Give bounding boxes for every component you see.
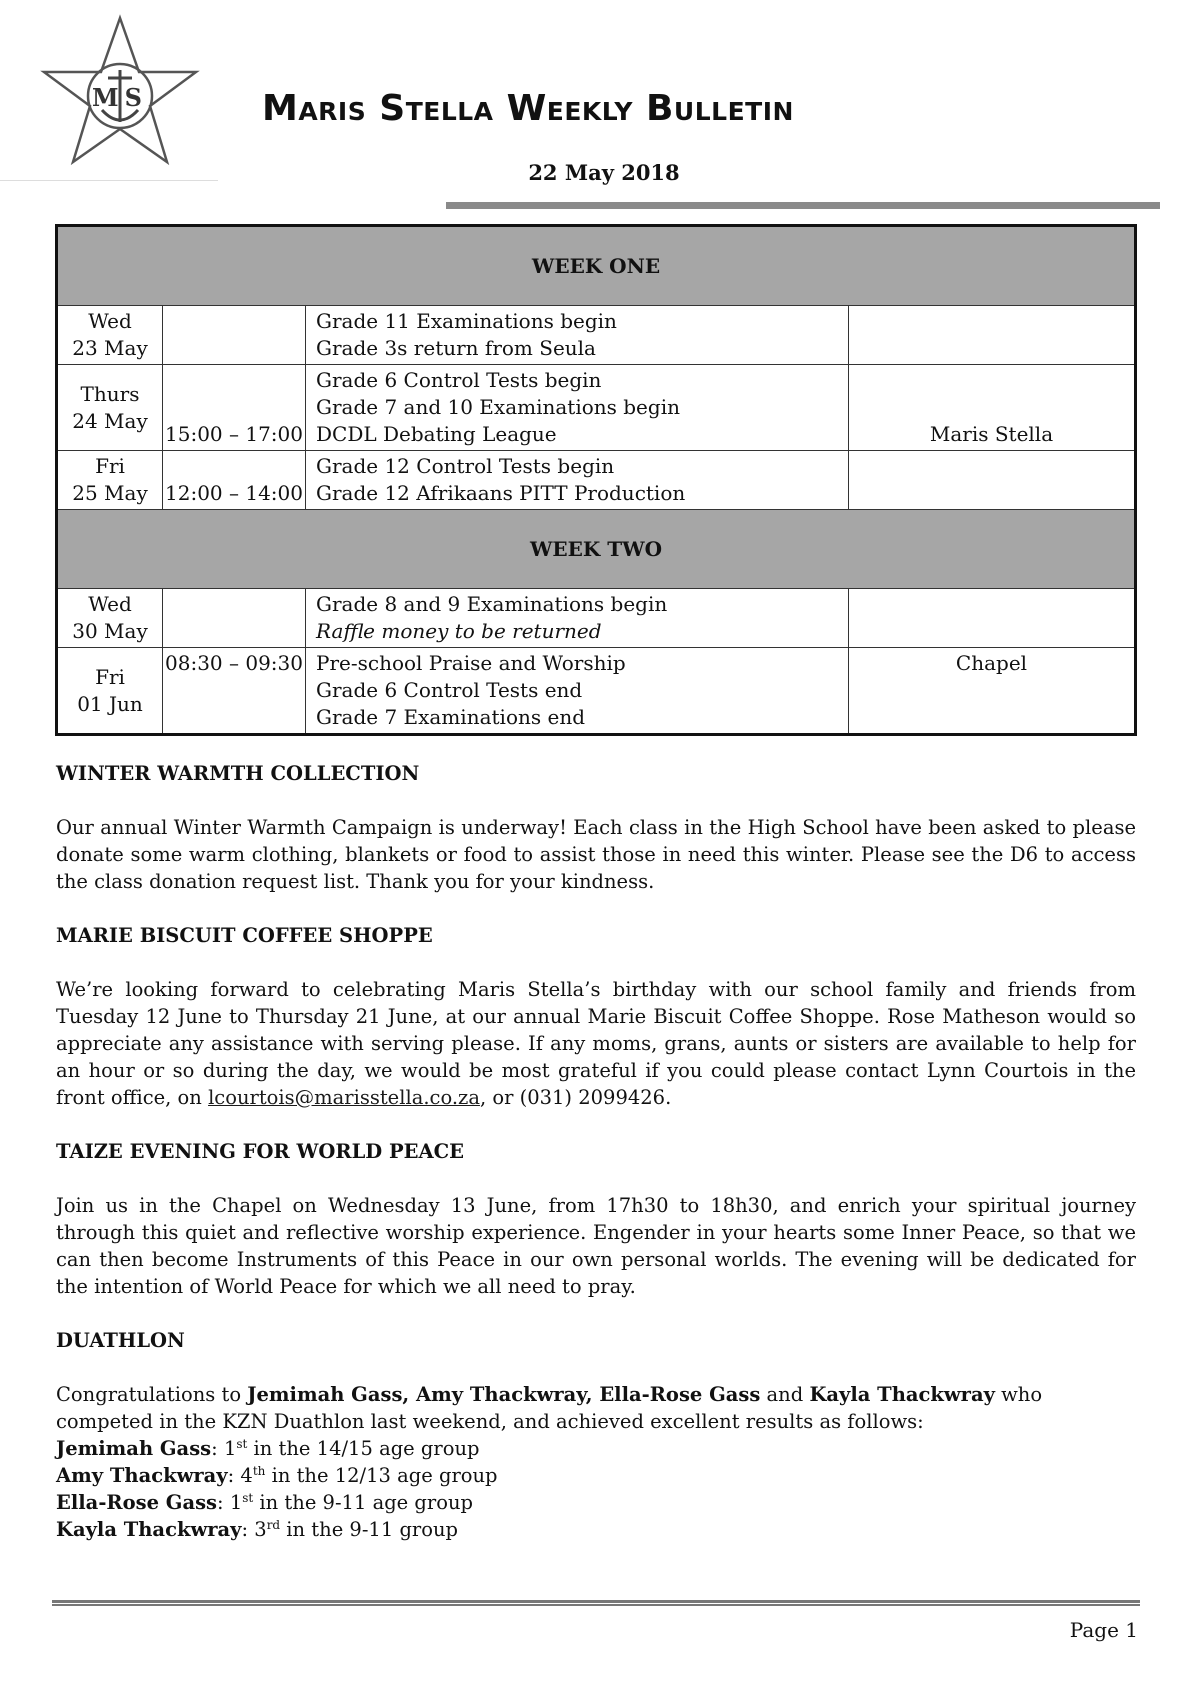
result-place: 1 xyxy=(223,1437,237,1460)
result-suffix: th xyxy=(252,1464,266,1478)
intro-text: who competed in the KZN Duathlon last weekend, and achieved excellent results as follows: xyxy=(56,1383,1043,1433)
duathlon-body xyxy=(56,1381,1136,1543)
event-item: Grade 12 Control Tests begin xyxy=(316,454,615,478)
venue-cell xyxy=(849,451,1136,510)
day-name: Fri xyxy=(95,454,125,478)
day-name: Thurs xyxy=(80,381,140,406)
result-suffix: st xyxy=(242,1491,254,1505)
bulletin-content xyxy=(56,760,1136,1543)
result-name: Amy Thackwray xyxy=(56,1464,228,1487)
header-rule xyxy=(446,202,1160,209)
day-name: Wed xyxy=(88,592,132,616)
time-cell: 12:00 – 14:00 xyxy=(163,451,306,510)
section-body-coffee xyxy=(56,976,1136,1111)
section-body-winter: Our annual Winter Warmth Campaign is underway! Each class in the High School have been asked to please donate some warm clothing, blankets or food to assist those in need this winter. Please see the D6 to access the class donation request list. Thank you for your kindness. xyxy=(56,816,1136,893)
day-date: 01 Jun xyxy=(77,691,143,716)
day-name: Wed xyxy=(88,309,132,333)
result-row: Jemimah Gass: 1st in the 14/15 age group xyxy=(56,1437,480,1460)
event-item: Grade 7 and 10 Examinations begin xyxy=(316,395,680,419)
event-item: DCDL Debating League xyxy=(316,422,557,446)
week-two-header-row xyxy=(57,510,1136,589)
result-place: 3 xyxy=(254,1518,267,1541)
events-cell xyxy=(306,648,849,735)
day-cell xyxy=(57,365,163,451)
event-item: Grade 7 Examinations end xyxy=(316,705,586,729)
day-cell xyxy=(57,306,163,365)
result-place: 1 xyxy=(229,1491,243,1514)
result-name: Jemimah Gass xyxy=(56,1437,212,1460)
intro-text: Congratulations to xyxy=(56,1383,248,1406)
coffee-text-end: , or (031) 2099426. xyxy=(479,1086,672,1109)
result-name: Kayla Thackwray xyxy=(56,1518,242,1541)
section-heading-taize: TAIZE EVENING FOR WORLD PEACE xyxy=(56,1140,465,1163)
event-item: Pre-school Praise and Worship xyxy=(316,651,626,675)
day-date: 30 May xyxy=(72,619,148,643)
school-logo xyxy=(38,14,202,174)
section-heading-winter: WINTER WARMTH COLLECTION xyxy=(56,762,420,785)
event-item: Grade 6 Control Tests end xyxy=(316,678,583,702)
day-cell xyxy=(57,648,163,735)
event-item: Grade 6 Control Tests begin xyxy=(316,368,602,392)
result-group: in the 9-11 age group xyxy=(253,1491,473,1514)
bulletin-title: Maris Stella Weekly Bulletin xyxy=(262,88,794,129)
intro-text: and xyxy=(760,1383,810,1406)
event-item: Raffle money to be returned xyxy=(316,619,602,643)
time-cell xyxy=(163,589,306,648)
result-suffix: rd xyxy=(266,1518,281,1532)
day-date: 24 May xyxy=(72,408,148,433)
table-row xyxy=(57,589,1136,648)
event-item: Grade 12 Afrikaans PITT Production xyxy=(316,481,686,505)
day-date: 23 May xyxy=(72,336,148,360)
event-item: Grade 8 and 9 Examinations begin xyxy=(316,592,668,616)
result-group: in the 12/13 age group xyxy=(265,1464,498,1487)
venue-cell xyxy=(849,589,1136,648)
athlete-names: Jemimah Gass, Amy Thackwray, Ella-Rose Gass xyxy=(247,1383,761,1406)
page-number: Page 1 xyxy=(1069,1618,1138,1642)
section-heading-duathlon: DUATHLON xyxy=(56,1329,185,1352)
footer-rule xyxy=(52,1600,1140,1606)
time-cell xyxy=(163,306,306,365)
day-name: Fri xyxy=(95,664,125,689)
event-item: Grade 3s return from Seula xyxy=(316,336,596,360)
table-row xyxy=(57,648,1136,735)
result-group: in the 9-11 group xyxy=(280,1518,459,1541)
day-cell xyxy=(57,589,163,648)
events-cell xyxy=(306,306,849,365)
table-row xyxy=(57,306,1136,365)
result-name: Ella-Rose Gass xyxy=(56,1491,218,1514)
athlete-names: Kayla Thackwray xyxy=(809,1383,995,1406)
venue-cell: Chapel xyxy=(849,648,1136,735)
result-row: Ella-Rose Gass: 1st in the 9-11 age group xyxy=(56,1491,473,1514)
result-group: in the 14/15 age group xyxy=(247,1437,480,1460)
day-date: 25 May xyxy=(72,481,148,505)
events-cell xyxy=(306,365,849,451)
venue-cell xyxy=(849,306,1136,365)
coffee-text: We’re looking forward to celebrating Maris Stella’s birthday with our school family and friends from Tuesday 12 June to Thursday 21 June, at our annual Marie Biscuit Coffee Shoppe. Rose Matheson would so appreciate any assistance with serving please. If any moms, grans, aunts or sisters are available to help for an hour or so during the day, we would be most grateful if you could please contact Lynn Courtois in the front office, on xyxy=(56,978,1136,1109)
venue-cell: Maris Stella xyxy=(849,365,1136,451)
result-row: Kayla Thackwray: 3rd in the 9-11 group xyxy=(56,1518,459,1541)
week-two-label: WEEK TWO xyxy=(57,510,1136,589)
bulletin-date: 22 May 2018 xyxy=(528,160,680,185)
week-one-label: WEEK ONE xyxy=(57,226,1136,306)
section-body-taize: Join us in the Chapel on Wednesday 13 June, from 17h30 to 18h30, and enrich your spiritual journey through this quiet and reflective worship experience. Engender in your hearts some Inner Peace, so that we can then become Instruments of this Peace in our own personal worlds. The evening will be dedicated for the intention of World Peace for which we all need to pray. xyxy=(56,1194,1136,1298)
events-cell xyxy=(306,451,849,510)
result-place: 4 xyxy=(240,1464,253,1487)
event-item: Grade 11 Examinations begin xyxy=(316,309,617,333)
day-cell xyxy=(57,451,163,510)
time-cell: 08:30 – 09:30 xyxy=(163,648,306,735)
email-link[interactable]: lcourtois@marisstella.co.za xyxy=(208,1086,480,1109)
events-cell xyxy=(306,589,849,648)
result-suffix: st xyxy=(236,1437,248,1451)
result-row: Amy Thackwray: 4th in the 12/13 age group xyxy=(56,1464,498,1487)
table-row xyxy=(57,365,1136,451)
week-one-header-row xyxy=(57,226,1136,306)
time-cell: 15:00 – 17:00 xyxy=(163,365,306,451)
schedule-table xyxy=(55,224,1137,736)
section-heading-coffee: MARIE BISCUIT COFFEE SHOPPE xyxy=(56,924,433,947)
logo-letters: MS xyxy=(92,83,148,112)
duathlon-intro xyxy=(56,1381,1136,1435)
table-row xyxy=(57,451,1136,510)
